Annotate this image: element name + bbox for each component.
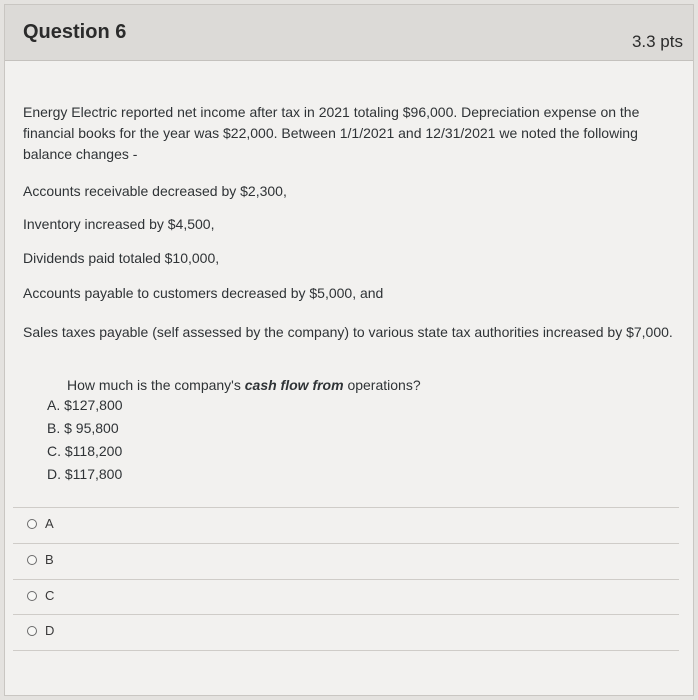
- answer-label: A: [45, 516, 54, 531]
- answer-label: B: [45, 552, 54, 567]
- radio-button[interactable]: [27, 519, 37, 529]
- answer-option-b[interactable]: [13, 543, 679, 577]
- question-paragraph: Energy Electric reported net income after tax in 2021 totaling $96,000. Depreciation expense on the financial books for the year was $22,000. Between 1/1/2021 and 12/31/2021 we noted the following balance changes -: [23, 104, 640, 162]
- balance-change-item: Dividends paid totaled $10,000,: [23, 250, 220, 266]
- radio-button[interactable]: [27, 555, 37, 565]
- radio-button[interactable]: [27, 591, 37, 601]
- question-header: [5, 5, 693, 61]
- balance-change-item: Accounts receivable decreased by $2,300,: [23, 183, 287, 199]
- question-prompt: [67, 374, 421, 396]
- choice-text: A. $127,800: [47, 397, 123, 413]
- prompt-emphasis: cash flow: [244, 377, 309, 393]
- prompt-text: How much is the company's: [67, 377, 245, 393]
- answer-label: C: [45, 588, 55, 603]
- choice-text: B. $ 95,800: [47, 420, 119, 436]
- choice-text: D. $117,800: [47, 466, 123, 482]
- divider: [13, 614, 679, 615]
- question-card: [4, 4, 694, 696]
- divider: [13, 579, 679, 580]
- answer-option-a[interactable]: [13, 507, 679, 541]
- divider: [13, 543, 679, 544]
- choice-text: C. $118,200: [47, 443, 123, 459]
- question-title: Question 6: [23, 21, 127, 43]
- question-points: 3.3 pts: [631, 32, 683, 51]
- divider: [13, 507, 679, 508]
- balance-change-item: Accounts payable to customers decreased by $5,000, and: [23, 285, 384, 301]
- prompt-emphasis: from: [312, 377, 344, 393]
- answer-option-c[interactable]: [13, 579, 679, 613]
- answer-option-d[interactable]: [13, 614, 679, 648]
- radio-button[interactable]: [27, 626, 37, 636]
- answer-label: D: [45, 623, 55, 638]
- divider: [13, 650, 679, 651]
- balance-change-item: Inventory increased by $4,500,: [23, 216, 215, 232]
- prompt-text: operations?: [343, 377, 421, 393]
- balance-change-item: Sales taxes payable (self assessed by the company) to various state tax authorities increased by $7,000.: [23, 324, 673, 340]
